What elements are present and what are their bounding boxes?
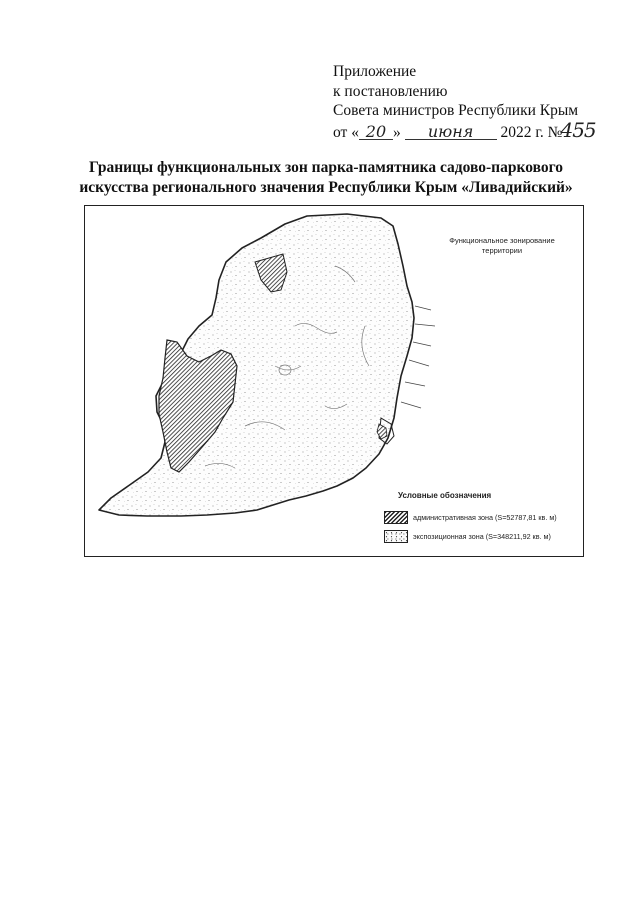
title-line-2: искусства регионального значения Республики Крым «Ливадийский»: [79, 179, 573, 196]
title-line-1: Границы функциональных зон парка-памятника садово-паркового: [89, 159, 563, 176]
park-boundary: [99, 214, 414, 516]
map-frame: [84, 205, 584, 557]
speckled-swatch-icon: [384, 530, 408, 543]
park-map: [85, 206, 583, 556]
annex-council: Совета министров Республики Крым: [333, 102, 579, 119]
annex-title: Приложение: [333, 63, 417, 80]
date-month-handwritten: июня: [405, 124, 497, 140]
legend-item-admin: [384, 509, 557, 525]
date-prefix: от «: [333, 123, 359, 141]
hatched-swatch-icon: [384, 511, 408, 524]
date-mid: »: [392, 123, 401, 141]
date-year: 2022 г. №: [500, 123, 563, 141]
legend-label-exposition: экспозиционная зона (S=348211,92 кв. м): [413, 531, 551, 541]
date-day-handwritten: 20: [359, 124, 393, 140]
document-title: [60, 158, 592, 198]
map-heading: [422, 236, 582, 255]
map-heading-line-2: территории: [481, 245, 523, 255]
legend-item-exposition: [384, 528, 551, 544]
annex-block: [333, 62, 596, 142]
annex-to-resolution: к постановлению: [333, 82, 448, 100]
resolution-number-handwritten: 455: [560, 117, 596, 142]
legend-label-admin: административная зона (S=52787,81 кв. м): [413, 512, 557, 522]
annex-date-line: [333, 117, 596, 143]
map-heading-line-1: Функциональное зонирование: [449, 236, 555, 245]
legend-title: Условные обозначения: [398, 491, 492, 500]
